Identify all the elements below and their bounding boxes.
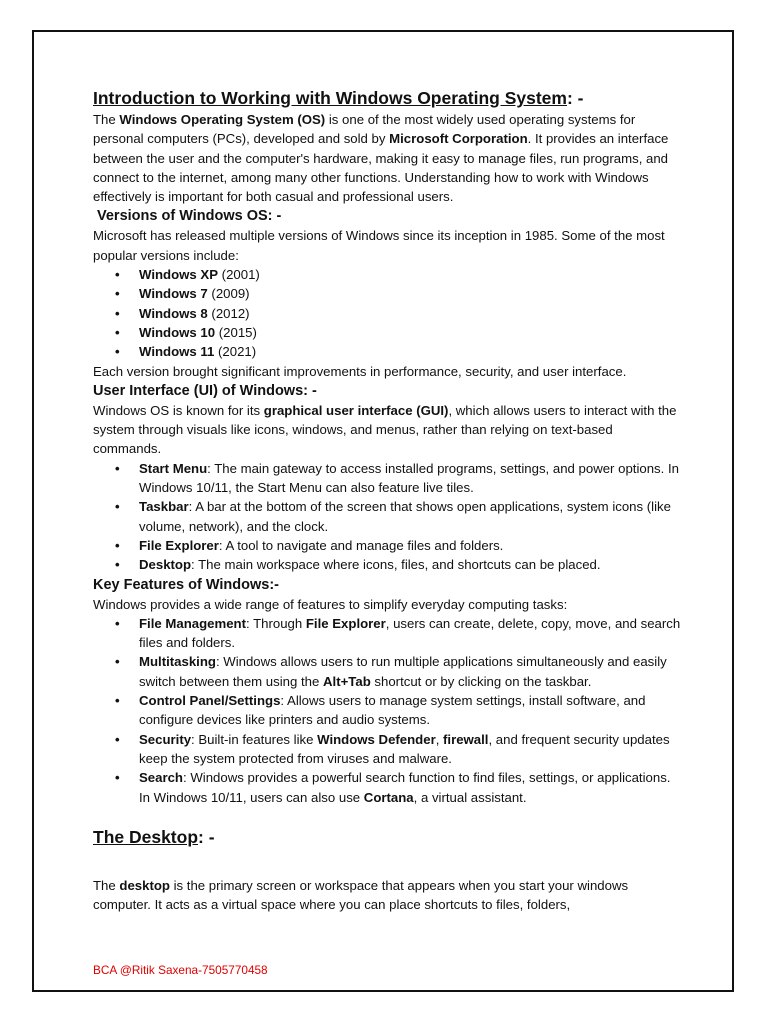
document-title-suffix: : - [566,88,584,108]
list-item: • Windows 8 (2012) [93,304,683,323]
list-item: • Security: Built-in features like Windows Defender, firewall, and frequent security updates keep the system protected from viruses and malware. [115,731,670,766]
ui-list [93,459,683,575]
bullet-icon: • [115,305,120,321]
footer-credit: BCA @Ritik Saxena-7505770458 [93,963,268,977]
bullet-icon: • [115,286,120,302]
document-title-text: Introduction to Working with Windows Operating System [93,88,567,108]
list-item: • Windows 10 (2015) [93,323,683,342]
list-item: • Windows 11 (2021) [93,342,683,361]
desktop-heading [93,825,683,849]
list-item: • Windows 7 (2009) [93,284,683,303]
bullet-icon: • [115,693,120,709]
features-list [93,614,683,807]
versions-heading: Versions of Windows OS: - [97,208,282,225]
features-lead: Windows provides a wide range of features to simplify everyday computing tasks: [93,596,568,612]
bullet-icon: • [115,267,120,283]
bullet-icon: • [115,557,120,573]
desktop-heading-text: The Desktop [93,826,199,847]
list-item: • Multitasking: Windows allows users to run multiple applications simultaneously and easily switch between them using the Alt+Tab shortcut or by clicking on the taskbar. [115,654,667,689]
list-item: • File Management: Through File Explorer, users can create, delete, copy, move, and search files and folders. [115,615,681,651]
bullet-icon: • [115,344,120,360]
versions-lead: Microsoft has released multiple versions of Windows since its inception in 1985. Some of the most popular versions include: [93,228,665,263]
spacer [93,849,683,876]
bullet-icon: • [115,460,120,476]
bullet-icon: • [115,537,120,553]
ui-lead: Windows OS is known for its graphical user interface (GUI), which allows users to interact with the system through visuals like icons, windows, and menus, rather than relying on text-based commands. [93,402,677,457]
desktop-heading-suffix: : - [198,826,215,847]
bullet-icon: • [115,499,120,515]
features-heading: Key Features of Windows:- [93,576,279,593]
desktop-paragraph: The desktop is the primary screen or workspace that appears when you start your windows computer. It acts as a virtual space where you can place shortcuts to files, folders, [93,877,629,913]
bullet-icon: • [115,654,120,670]
list-item: • Taskbar: A bar at the bottom of the screen that shows open applications, system icons (like volume, network), and the clock. [115,499,671,534]
intro-paragraph: The Windows Operating System (OS) is one of the most widely used operating systems for personal computers (PCs), developed and sold by Microsoft Corporation. It provides an interface between the user and the computer's hardware, making it easy to manage files, run programs, and connect to the internet, among many other functions. Understanding how to work with Windows effectively is important for both casual and professional users. [93,112,669,205]
list-item: • Control Panel/Settings: Allows users to manage system settings, install software, and configure devices like printers and audio systems. [115,693,646,728]
bullet-icon: • [115,615,120,631]
spacer [93,807,683,825]
list-item: • Windows XP (2001) [93,265,683,284]
ui-heading: User Interface (UI) of Windows: - [93,382,317,399]
bullet-icon: • [115,324,120,340]
document-title [93,86,683,110]
list-item: • Search: Windows provides a powerful search function to find files, settings, or applications. In Windows 10/11, users can also use Cortana, a virtual assistant. [115,770,671,805]
list-item: • Desktop: The main workspace where icons, files, and shortcuts can be placed. [93,555,683,574]
document-body [93,86,683,914]
versions-closing: Each version brought significant improvements in performance, security, and user interface. [93,363,627,379]
list-item: • Start Menu: The main gateway to access installed programs, settings, and power options. In Windows 10/11, the Start Menu can also feature live tiles. [115,460,679,496]
versions-list [93,265,683,361]
bullet-icon: • [115,770,120,786]
bullet-icon: • [115,731,120,747]
list-item: • File Explorer: A tool to navigate and manage files and folders. [93,536,683,555]
